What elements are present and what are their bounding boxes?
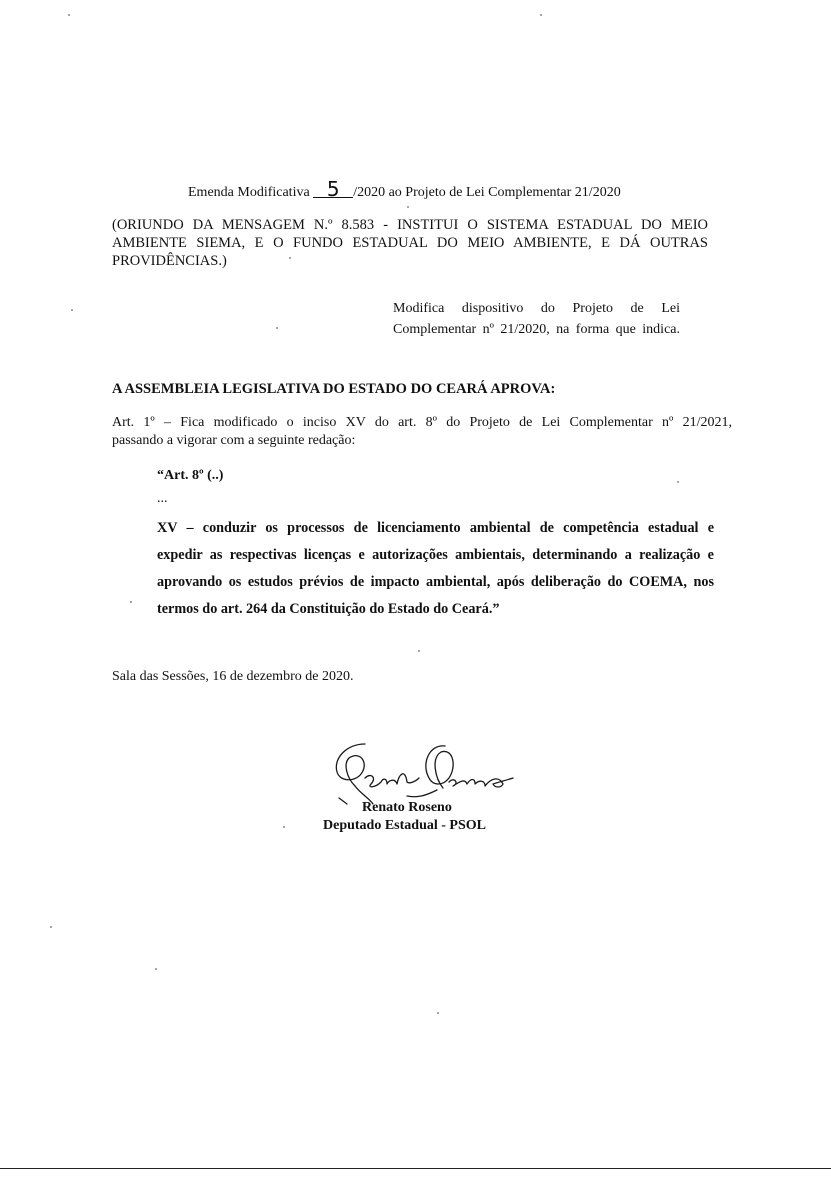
assembly-heading: A ASSEMBLEIA LEGISLATIVA DO ESTADO DO CEARÁ APROVA: bbox=[112, 381, 556, 397]
scan-speck bbox=[677, 481, 679, 483]
scan-speck bbox=[276, 327, 278, 329]
signer-role: Deputado Estadual - PSOL bbox=[323, 818, 486, 833]
signer-name: Renato Roseno bbox=[362, 800, 452, 815]
inciso-line: XV – conduzir os processos de licenciamento ambiental de competência estadual e bbox=[157, 520, 714, 536]
inciso-line: aprovando os estudos prévios de impacto ambiental, após deliberação do COEMA, nos bbox=[157, 574, 714, 590]
inciso-line: expedir as respectivas licenças e autorizações ambientais, determinando a realização e bbox=[157, 547, 714, 563]
article-line: Art. 1º – Fica modificado o inciso XV do art. 8º do Projeto de Lei Complementar nº 21/2021, bbox=[112, 415, 732, 430]
scan-speck bbox=[540, 14, 542, 16]
bottom-rule bbox=[0, 1168, 831, 1169]
scan-speck bbox=[407, 206, 409, 208]
origin-line: (ORIUNDO DA MENSAGEM N.º 8.583 - INSTITUI O SISTEMA ESTADUAL DO MEIO bbox=[112, 217, 708, 233]
place-date: Sala das Sessões, 16 de dezembro de 2020. bbox=[112, 669, 354, 684]
inciso-xv bbox=[157, 515, 714, 623]
amendment-title-suffix: /2020 ao Projeto de Lei Complementar 21/2020 bbox=[353, 185, 621, 200]
ellipsis: ... bbox=[157, 491, 168, 506]
scan-speck bbox=[437, 1012, 439, 1014]
quoted-article-head: “Art. 8º (..) bbox=[157, 468, 224, 483]
ementa bbox=[393, 298, 680, 340]
origin-note bbox=[112, 216, 708, 270]
scan-speck bbox=[155, 968, 157, 970]
ementa-line: Complementar nº 21/2020, na forma que indica. bbox=[393, 322, 680, 337]
scan-speck bbox=[50, 926, 52, 928]
scan-speck bbox=[418, 650, 420, 652]
origin-line: AMBIENTE SIEMA, E O FUNDO ESTADUAL DO MEIO AMBIENTE, E DÁ OUTRAS bbox=[112, 235, 708, 251]
amendment-number: 5 bbox=[313, 181, 353, 198]
origin-line: PROVIDÊNCIAS.) bbox=[112, 253, 227, 269]
scan-speck bbox=[130, 601, 132, 603]
amendment-title-prefix: Emenda Modificativa bbox=[188, 185, 310, 200]
amendment-title bbox=[188, 177, 621, 201]
scan-speck bbox=[283, 826, 285, 828]
article-1 bbox=[112, 414, 732, 450]
ementa-line: Modifica dispositivo do Projeto de Lei bbox=[393, 301, 680, 316]
scan-speck bbox=[289, 257, 291, 259]
article-line: passando a vigorar com a seguinte redação: bbox=[112, 433, 356, 448]
scan-speck bbox=[71, 309, 73, 311]
inciso-line: termos do art. 264 da Constituição do Estado do Ceará.” bbox=[157, 601, 500, 617]
scan-speck bbox=[68, 14, 70, 16]
